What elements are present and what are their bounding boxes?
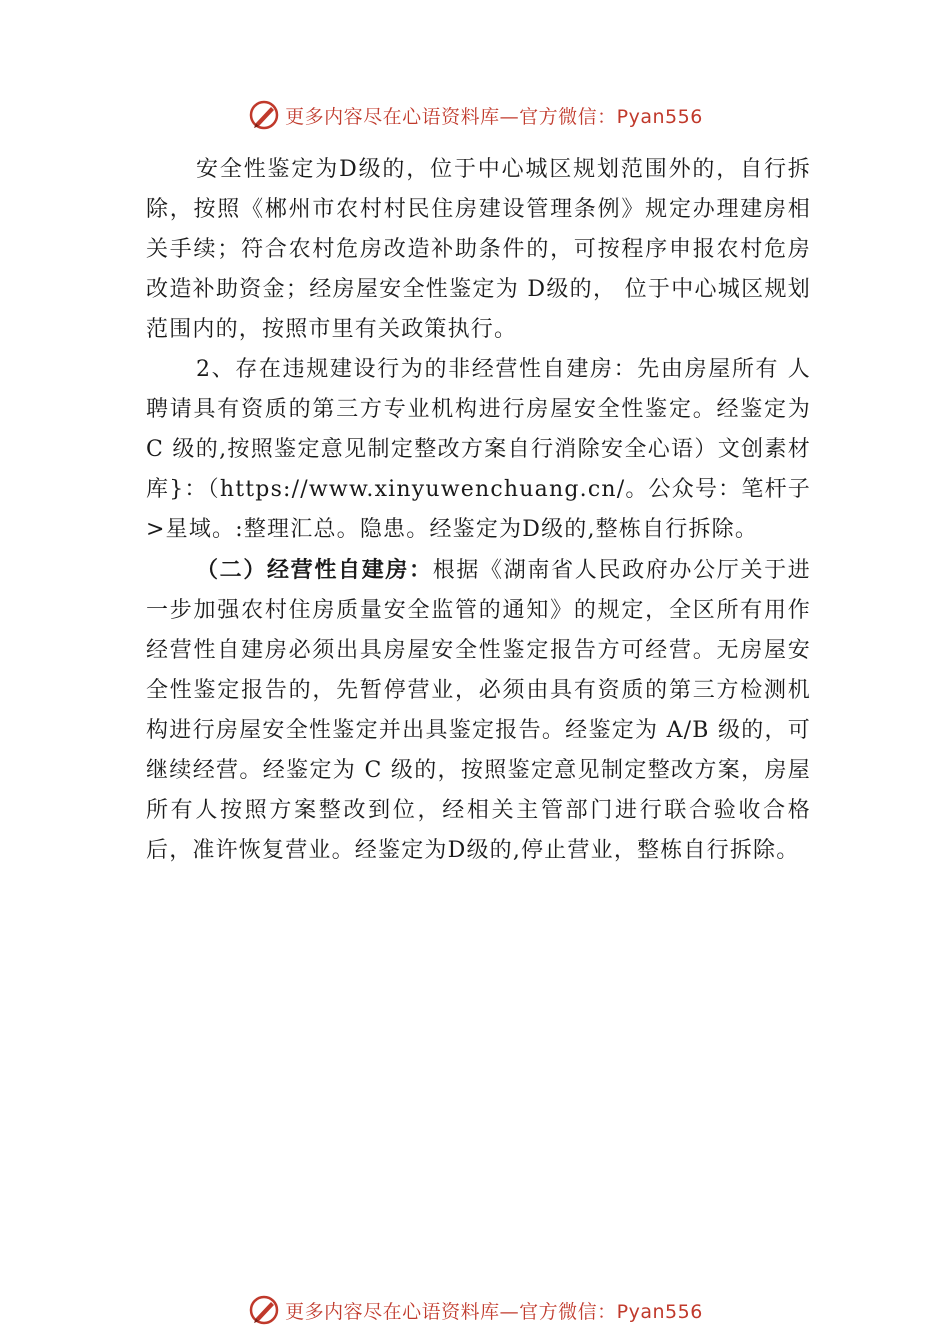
footer-banner: [0, 1290, 950, 1330]
document-body: [146, 150, 811, 871]
wechat-id: Pyan556: [616, 1300, 703, 1323]
banner-caption: 更多内容尽在心语资料库—官方微信：Pyan556: [285, 105, 703, 128]
section-heading: （二）经营性自建房：: [196, 557, 433, 583]
paragraph-non-commercial: 2、存在违规建设行为的非经营性自建房：先由房屋所有 人聘请具有资质的第三方专业机构进行房屋安全性鉴定。经鉴定为 C 级的,按照鉴定意见制定整改方案自行消除安全心语）文创素材库}：（https://www.xinyuwenchuang.cn/。公众号：笔杆子>星域。:整理汇总。隐患。经鉴定为D级的,整栋自行拆除。: [146, 357, 811, 542]
pen-logo-icon: [247, 98, 281, 132]
pen-logo-icon: [247, 1293, 281, 1327]
section-body: 根据《湖南省人民政府办公厅关于进一步加强农村住房质量安全监管的通知》的规定，全区所有用作经营性自建房必须出具房屋安全性鉴定报告方可经营。无房屋安全性鉴定报告的，先暂停营业，必须由具有资质的第三方检测机构进行房屋安全性鉴定并出具鉴定报告。经鉴定为 A/B 级的，可继续经营。经鉴定为 C 级的，按照鉴定意见制定整改方案，房屋所有人按照方案整改到位，经相关主管部门进行联合验收合格后，准许恢复营业。经鉴定为D级的,停止营业，整栋自行拆除。: [146, 558, 811, 863]
paragraph-d-level: 安全性鉴定为D级的，位于中心城区规划范围外的，自行拆除，按照《郴州市农村村民住房建设管理条例》规定办理建房相关手续；符合农村危房改造补助条件的，可按程序申报农村危房改造补助资金；经房屋安全性鉴定为 D级的， 位于中心城区规划范围内的，按照市里有关政策执行。: [146, 157, 811, 342]
banner-caption: 更多内容尽在心语资料库—官方微信：Pyan556: [285, 1300, 703, 1323]
header-banner: [0, 95, 950, 135]
paragraph-commercial: [146, 550, 811, 871]
wechat-id: Pyan556: [616, 105, 703, 128]
